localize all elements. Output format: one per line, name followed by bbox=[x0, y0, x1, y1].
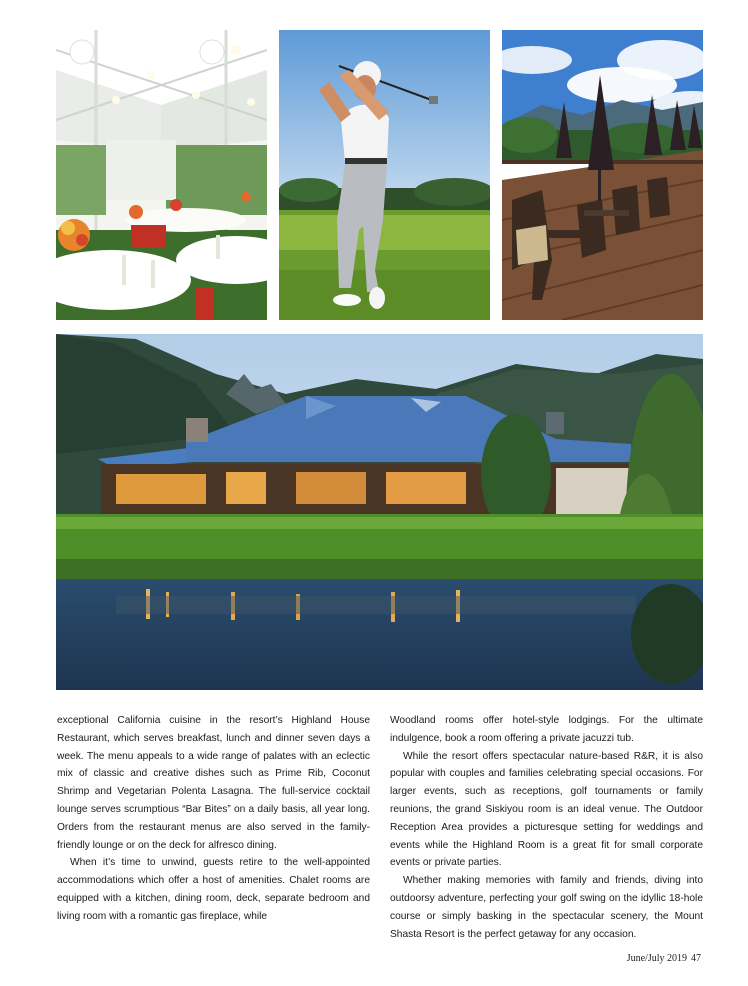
photo-golfer-swinging bbox=[279, 30, 490, 320]
article-paragraph: While the resort offers spectacular nature-based R&R, it is also popular with couples and families celebrating special occasions. For larger events, such as receptions, golf tournaments or family reunions, the grand Siskiyou room is an ideal venue. The Outdoor Reception Area provides a picturesque setting for weddings and events while the Highland Room is a great fit for small corporate events or private parties. bbox=[390, 750, 703, 869]
page-folio bbox=[623, 953, 701, 964]
article-paragraph: Whether making memories with family and friends, diving into outdoorsy adventure, perfecting your golf swing on the idyllic 18-hole course or simply basking in the spectacular scenery, the Mount Shasta Resort is the perfect getaway for any occasion. bbox=[390, 875, 703, 940]
photo-lodge-by-pond bbox=[56, 334, 703, 690]
article-paragraph: Woodland rooms offer hotel-style lodgings. For the ultimate indulgence, book a room offering a private jacuzzi tub. bbox=[390, 715, 703, 744]
article-column-right bbox=[390, 712, 703, 943]
article-paragraph: exceptional California cuisine in the resort’s Highland House Restaurant, which serves breakfast, lunch and dinner seven days a week. The menu appeals to a wide range of palates with an eclectic mix of classic and creative dishes such as Prime Rib, Coconut Shrimp and Vegetarian Polenta Lasagna. The full-service cocktail lounge serves scrumptious “Bar Bites” on a daily basis, all year long. Orders from the restaurant menus are also served in the family-friendly lounge or on the deck for alfresco dining. bbox=[57, 715, 370, 851]
photo-outdoor-deck-patio bbox=[502, 30, 703, 320]
article-paragraph: When it’s time to unwind, guests retire to the well-appointed accommodations which offer a host of amenities. Chalet rooms are equipped with a kitchen, dining room, deck, separate bedroom and living room with a romantic gas fireplace, while bbox=[57, 857, 370, 922]
photo-wedding-reception-tent bbox=[56, 30, 267, 320]
issue-date: June/July 2019 bbox=[626, 953, 687, 964]
article-column-left bbox=[57, 712, 370, 926]
page-number: 47 bbox=[691, 953, 701, 964]
